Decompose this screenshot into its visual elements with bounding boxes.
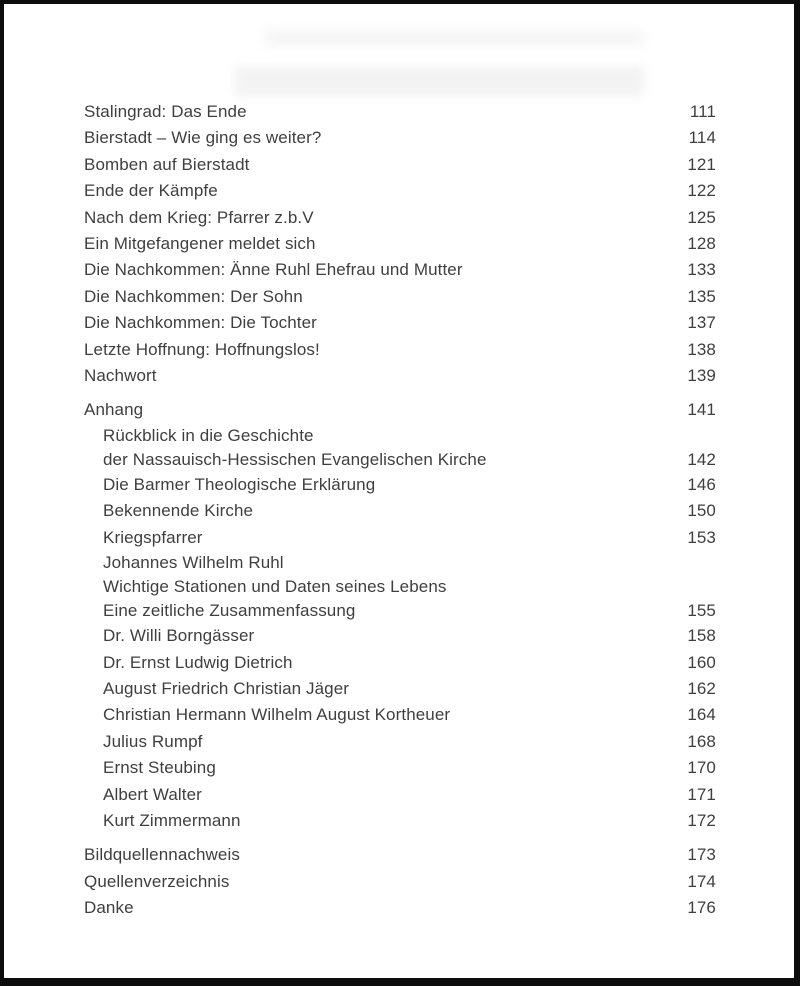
toc-entry: [84, 363, 716, 389]
toc-entry-title-line: Die Barmer Theologische Erklärung: [103, 474, 376, 494]
toc-entry: [84, 650, 716, 676]
toc-entry-page-number: 170: [687, 758, 716, 778]
toc-entry-title: [103, 472, 675, 498]
toc-entry-title: [84, 869, 675, 895]
toc-entry-title: [84, 178, 675, 204]
toc-entry-title-line: Anhang: [84, 400, 144, 420]
toc-entry: [84, 895, 716, 921]
toc-entry-page-number: 125: [687, 207, 716, 227]
toc-entry-title-line: Christian Hermann Wilhelm August Kortheuer: [103, 705, 451, 725]
toc-entry-page-number: 135: [687, 286, 716, 306]
toc-entry-title-line: Quellenverzeichnis: [84, 871, 230, 891]
toc-entry: [84, 551, 716, 623]
toc-entry-title: [84, 231, 675, 257]
toc-entry-title-line: Kriegspfarrer: [103, 527, 203, 547]
toc-entry-title-line: Rückblick in die Geschichte: [103, 425, 314, 445]
toc-entry-title-line: Die Nachkommen: Der Sohn: [84, 286, 303, 306]
toc-entry-title-line: Danke: [84, 898, 134, 918]
toc-entry: [84, 231, 716, 257]
toc-entry-title-line: Die Nachkommen: Änne Ruhl Ehefrau und Mutter: [84, 260, 463, 280]
toc-entry-title-line: Bildquellennachweis: [84, 845, 240, 865]
toc-entry-title: [103, 808, 675, 834]
toc-entry-page-number: 111: [689, 102, 716, 121]
toc-entry: [84, 498, 716, 524]
toc-entry: [84, 424, 716, 472]
toc-entry-title: [84, 397, 675, 423]
toc-entry-title: [84, 257, 675, 283]
toc-entry-title: [103, 551, 675, 623]
toc-entry-page-number: 164: [687, 705, 716, 725]
toc-entry: [84, 869, 716, 895]
toc-entry-page-number: 174: [687, 871, 716, 891]
toc-entry-title: [84, 363, 675, 389]
toc-entry-title-line: Nach dem Krieg: Pfarrer z.b.V: [84, 207, 314, 227]
toc-page: [4, 4, 794, 978]
toc-entry-page-number: 168: [687, 731, 716, 751]
toc-entry-title-line: Wichtige Stationen und Daten seines Lebens: [103, 577, 447, 597]
toc-entry: [84, 755, 716, 781]
toc-entry: [84, 284, 716, 310]
toc-entry: [84, 205, 716, 231]
toc-entry-title: [103, 729, 675, 755]
toc-entry: [84, 337, 716, 363]
toc-entry-title: [103, 782, 675, 808]
toc-entry-title: [103, 755, 675, 781]
toc-entry-title-line: Stalingrad: Das Ende: [84, 102, 247, 121]
toc-entry-title-line: Ende der Kämpfe: [84, 181, 218, 201]
toc-entry-page-number: 114: [688, 128, 716, 148]
toc-section-anhang: [84, 397, 716, 834]
toc-entry: [84, 125, 716, 151]
toc-entry-page-number: 155: [687, 601, 716, 621]
toc-entry-title-line: Kurt Zimmermann: [103, 810, 241, 830]
toc-entry-title: [84, 152, 675, 178]
toc-entry-title: [103, 676, 675, 702]
toc-entry: [84, 808, 716, 834]
toc-entry-page-number: 138: [687, 339, 716, 359]
toc-entry-title-line: Bierstadt – Wie ging es weiter?: [84, 128, 322, 148]
toc-entry-page-number: 150: [687, 501, 716, 521]
toc-entry: [84, 99, 716, 125]
toc-entry-page-number: 139: [687, 366, 716, 386]
toc-entry-page-number: 160: [687, 652, 716, 672]
toc-entry-page-number: 162: [687, 678, 716, 698]
toc-entry: [84, 310, 716, 336]
toc-entry-page-number: 173: [687, 845, 716, 865]
toc-entry-title-line: Ernst Steubing: [103, 758, 216, 778]
toc-entry-title: [84, 842, 675, 868]
toc-entry: [84, 525, 716, 551]
toc-entry-page-number: 158: [687, 626, 716, 646]
toc-entry-title: [84, 205, 675, 231]
toc-section-backmatter: [84, 842, 716, 921]
toc-entry: [84, 623, 716, 649]
toc-entry-page-number: 141: [687, 400, 716, 420]
toc-entry-title-line: Die Nachkommen: Die Tochter: [84, 313, 317, 333]
toc-entry-title-line: Julius Rumpf: [103, 731, 203, 751]
toc-entry-title: [84, 284, 675, 310]
toc-entry-title-line: August Friedrich Christian Jäger: [103, 678, 350, 698]
toc-entry-page-number: 146: [687, 474, 716, 494]
toc-entry: [84, 842, 716, 868]
toc-entry-title: [84, 99, 678, 125]
toc-entry-title-line: Dr. Willi Borngässer: [103, 626, 255, 646]
toc-entry: [84, 178, 716, 204]
toc-entry-page-number: 133: [687, 260, 716, 280]
toc-entry-page-number: 128: [687, 234, 716, 254]
toc-entry: [84, 152, 716, 178]
toc-entry-title: [103, 525, 675, 551]
toc-section-chapters: [84, 99, 716, 389]
toc-entry-title-line: Albert Walter: [103, 784, 202, 804]
toc-entry-page-number: 137: [687, 313, 716, 333]
toc-entry-title: [103, 623, 675, 649]
toc-entry-title-line: Nachwort: [84, 366, 157, 386]
toc-entry-title-line: Eine zeitliche Zusammenfassung: [103, 601, 356, 621]
toc-entry-title-line: Ein Mitgefangener meldet sich: [84, 234, 316, 254]
toc-entry-title-line: Dr. Ernst Ludwig Dietrich: [103, 652, 293, 672]
toc-entry-title-line: Letzte Hoffnung: Hoffnungslos!: [84, 339, 320, 359]
toc-entry-page-number: 122: [687, 181, 716, 201]
toc-entry-title: [84, 310, 675, 336]
toc-entry-title: [84, 125, 677, 151]
toc-entry-page-number: 153: [687, 527, 716, 547]
toc-entry-page-number: 172: [687, 810, 716, 830]
toc-entry-title-line: Johannes Wilhelm Ruhl: [103, 553, 284, 573]
toc-entry: [84, 257, 716, 283]
toc-entry: [84, 472, 716, 498]
page-showthrough-artifact: [234, 22, 694, 102]
toc-entry-page-number: 121: [687, 154, 716, 174]
toc-entry-title: [103, 498, 675, 524]
toc-entry-title: [103, 702, 675, 728]
toc-entry-title-line: der Nassauisch-Hessischen Evangelischen Kirche: [103, 449, 487, 469]
toc-entry: [84, 782, 716, 808]
toc-entry: [84, 676, 716, 702]
toc-entry: [84, 729, 716, 755]
toc-entry-page-number: 142: [687, 449, 716, 469]
toc-entry-title: [103, 424, 675, 472]
toc-entry: [84, 397, 716, 423]
toc-entry-page-number: 176: [687, 898, 716, 918]
toc-entry-title: [84, 337, 675, 363]
toc-entry-page-number: 171: [687, 784, 716, 804]
toc-entry-title: [84, 895, 675, 921]
toc-entry-title-line: Bomben auf Bierstadt: [84, 154, 250, 174]
toc-entry-title: [103, 650, 675, 676]
toc-entry: [84, 702, 716, 728]
toc-list: [84, 99, 716, 922]
toc-entry-title-line: Bekennende Kirche: [103, 501, 254, 521]
